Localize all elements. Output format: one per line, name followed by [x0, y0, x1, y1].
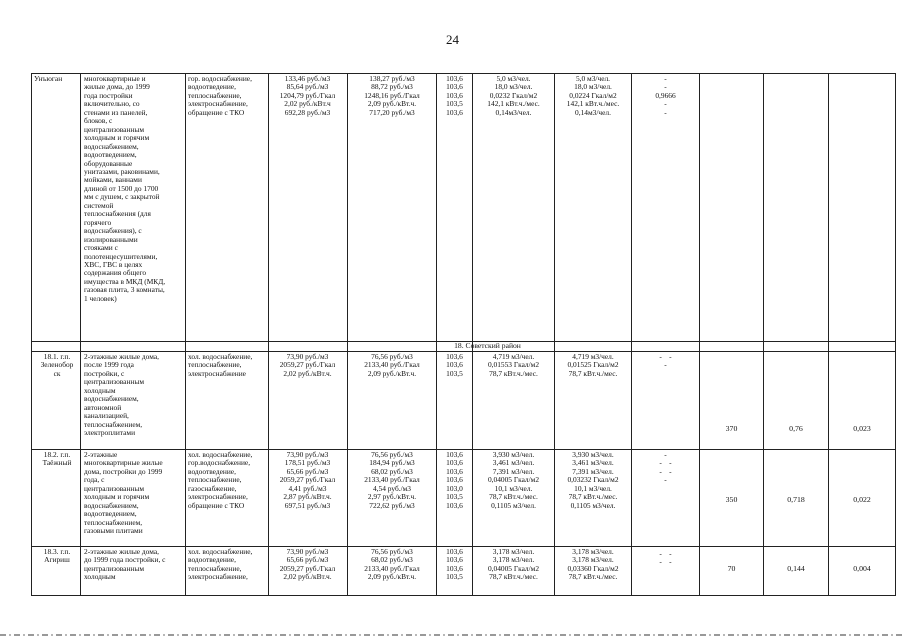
scan-edge-artifact [0, 634, 905, 636]
coefficient: - - - - [659, 549, 672, 567]
coefficient: - - - [659, 352, 672, 370]
norm-current: 4,719 м3/чел. 0,01553 Гкал/м2 78,7 кВт.ч./мес. [487, 352, 540, 378]
tariff-current: 73,90 руб./м3 65,66 руб./м3 2059,27 руб./Гкал 2,02 руб./кВт.ч. [279, 547, 336, 582]
value-cell: 0,76 [789, 424, 803, 433]
row-divider [31, 546, 896, 547]
settlement-name: 18.2. г.п. Таёжный [42, 450, 72, 468]
table-column-divider [631, 73, 632, 595]
services-list: гор. водоснабжение, водоотведение, теплоснабжение, электроснабжение, обращение с ТКО [188, 74, 252, 117]
table-column-divider [472, 73, 473, 595]
value-cell: 70 [727, 564, 736, 573]
table-column-divider [554, 73, 555, 595]
tariff-new: 138,27 руб./м3 88,72 руб./м3 1248,16 руб./Гкал 2,09 руб./кВт.ч. 717,20 руб./м3 [364, 74, 420, 117]
tariff-current: 73,90 руб./м3 178,51 руб./м3 65,66 руб./м3 2059,27 руб./Гкал 4,41 руб./м3 2,87 руб./кВт.ч. 697,51 руб./м3 [279, 450, 336, 510]
housing-description: 2-этажные многоквартирные жилые дома, постройки до 1999 года, с централизованным холодным и горячим водоснабжением, водоотведением, теплоснабжением, газовыми плитами [84, 450, 163, 536]
table-column-divider [436, 73, 437, 595]
table-column-divider [828, 73, 829, 595]
section-divider [31, 351, 896, 352]
table-column-divider [268, 73, 269, 595]
table-border-top [31, 73, 896, 74]
table-column-divider [185, 73, 186, 595]
services-list: хол. водоснабжение, гор.водоснабжение, водоотведение, теплоснабжение, газоснабжение, электроснабжение, обращение с ТКО [188, 450, 253, 510]
value-cell: 0,023 [853, 424, 871, 433]
tariff-new: 76,56 руб./м3 68,02 руб./м3 2133,40 руб./Гкал 2,09 руб./кВт.ч. [364, 547, 420, 582]
tariff-new: 76,56 руб./м3 2133,40 руб./Гкал 2,09 руб./кВт.ч. [364, 352, 420, 378]
row-divider [31, 449, 896, 450]
tariff-index: 103,6 103,6 103,6 103,6 103,0 103,5 103,6 [446, 450, 463, 510]
tariff-index: 103,6 103,6 103,5 [446, 352, 463, 378]
settlement-name: 18.3. г.п. Агириш [43, 547, 71, 565]
table-border-bottom [31, 595, 896, 596]
coefficient: - - - - - - [659, 450, 672, 485]
value-cell: 0,004 [853, 564, 871, 573]
housing-description: 2-этажные жилые дома, после 1999 года постройки, с централизованным холодным водоснабжением, автономной канализацией, теплоснабжением, электроплитами [84, 352, 159, 438]
tariff-current: 133,46 руб./м3 85,64 руб./м3 1204,79 руб./Гкал 2,02 руб./кВт.ч 692,28 руб./м3 [279, 74, 336, 117]
table-border-left [31, 73, 32, 595]
table-column-divider [347, 73, 348, 595]
tariff-index: 103,6 103,6 103,6 103,5 103,6 [446, 74, 463, 117]
tariff-current: 73,90 руб./м3 2059,27 руб./Гкал 2,02 руб./кВт.ч. [279, 352, 336, 378]
value-cell: 350 [725, 495, 738, 504]
settlement-name: 18.1. г.п. Зеленобор ск [40, 352, 74, 378]
section-title: 18. Советский район [454, 341, 521, 350]
norm-current: 3,178 м3/чел. 3,178 м3/чел. 0,04005 Гкал/м2 78,7 кВт.ч./мес. [487, 547, 540, 582]
value-cell: 0,022 [853, 495, 871, 504]
norm-new: 4,719 м3/чел. 0,01525 Гкал/м2 78,7 кВт.ч./мес. [567, 352, 619, 378]
value-cell: 370 [725, 424, 738, 433]
norm-current: 5,0 м3/чел. 18,0 м3/чел. 0,0232 Гкал/м2 142,1 кВт.ч./мес. 0,14м3/чел. [487, 74, 540, 117]
page-number: 24 [446, 32, 459, 47]
housing-description: многоквартирные и жилые дома, до 1999 года постройки включительно, со стенами из панелей, блоков, с централизованным холодным и горячим водоснабжением, водоотведением, оборудованные унитазами, раковинами, мойками, ваннами длиной от 1500 до 1700 мм с душем, с закрытой системой теплоснабжения (для горячего водоснабжения), с изолированными стояками с полотенцесушителями, ХВС, ГВС в целях содержания общего имущества в МКД (МКД, газовая плита, 3 комнаты, 1 человек) [84, 74, 166, 303]
services-list: хол. водоснабжение, водоотведение, теплоснабжение, электроснабжение, [188, 547, 253, 582]
table-column-divider [699, 73, 700, 595]
norm-new: 3,178 м3/чел. 3,178 м3/чел. 0,03360 Гкал/м2 78,7 кВт.ч./мес. [567, 547, 619, 582]
services-list: хол. водоснабжение, теплоснабжение, электроснабжение [188, 352, 253, 378]
table-column-divider [80, 73, 81, 595]
value-cell: 0,144 [787, 564, 805, 573]
coefficient: - - 0,9666 - - [655, 74, 676, 117]
tariff-new: 76,56 руб./м3 184,94 руб./м3 68,02 руб./м3 2133,40 руб./Гкал 4,54 руб./м3 2,97 руб./кВт.ч. 722,62 руб./м3 [364, 450, 420, 510]
settlement-name: Унъюган [34, 74, 63, 83]
table-border-right [895, 73, 896, 595]
norm-current: 3,930 м3/чел. 3,461 м3/чел. 7,391 м3/чел. 0,04005 Гкал/м2 10,1 м3/чел. 78,7 кВт.ч./мес. 0,1105 м3/чел. [487, 450, 540, 510]
housing-description: 2-этажные жилые дома, до 1999 года постройки, с централизованным холодным [84, 547, 166, 582]
table-column-divider [763, 73, 764, 595]
value-cell: 0,718 [787, 495, 805, 504]
norm-new: 5,0 м3/чел. 18,0 м3/чел. 0,0224 Гкал/м2 142,1 кВт.ч./мес. 0,14м3/чел. [566, 74, 620, 117]
tariff-index: 103,6 103,6 103,6 103,5 [446, 547, 463, 582]
norm-new: 3,930 м3/чел. 3,461 м3/чел. 7,391 м3/чел. 0,03232 Гкал/м2 10,1 м3/чел. 78,7 кВт.ч./мес. 0,1105 м3/чел. [567, 450, 619, 510]
